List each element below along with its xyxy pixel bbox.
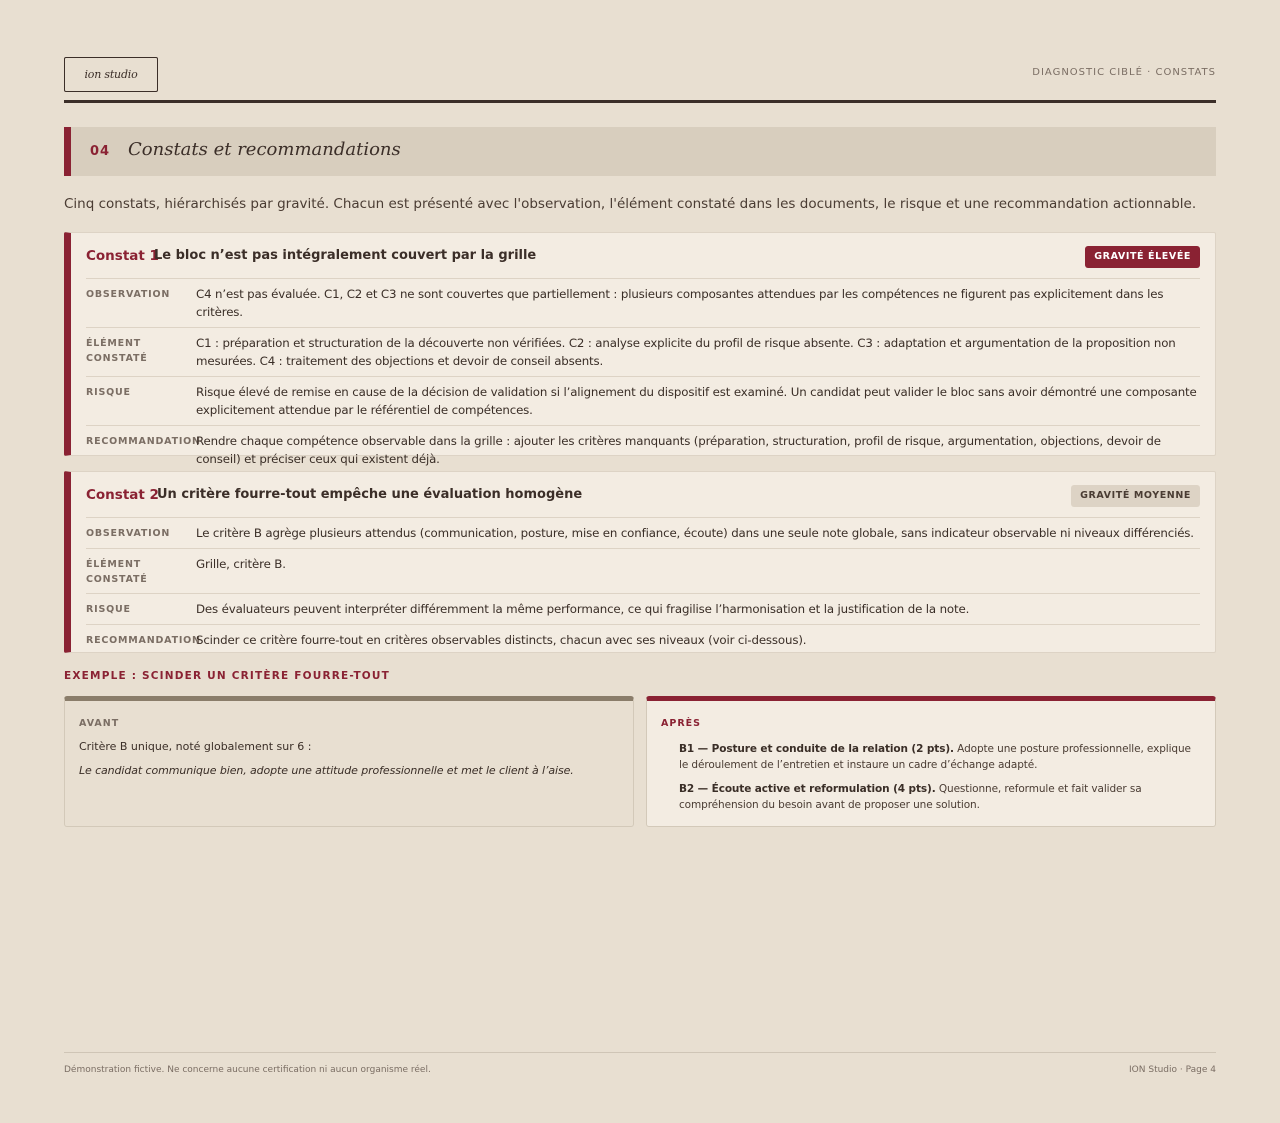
recommendation-text: Scinder ce critère fourre-tout en critères observables distincts, chacun avec ses niveaux (voir ci-dessous). bbox=[196, 633, 807, 647]
element-text: C1 : préparation et structuration de la découverte non vérifiées. C2 : analyse explicite du profil de risque absente. C3 : adaptation et argumentation de la proposition non mesurées. C4 : traitement des objections et devoir de conseil absents. bbox=[196, 336, 1176, 368]
element-row bbox=[86, 548, 1200, 593]
before-label: AVANT bbox=[79, 718, 120, 729]
observation-row bbox=[86, 517, 1200, 548]
section-number: 04 bbox=[90, 144, 111, 159]
constat-number: Constat 1 bbox=[86, 248, 159, 264]
after-item-title: B2 — Écoute active et reformulation (4 pts). bbox=[679, 783, 936, 795]
constat-number: Constat 2 bbox=[86, 487, 159, 503]
after-item-title: B1 — Posture et conduite de la relation (2 pts). bbox=[679, 743, 954, 755]
constat-card bbox=[64, 471, 1216, 653]
risk-text: Risque élevé de remise en cause de la décision de validation si l’alignement du dispositif est examiné. Un candidat peut valider le bloc sans avoir démontré une composante explicitement attendue par le référentiel de compétences. bbox=[196, 385, 1197, 417]
observation-text: C4 n’est pas évaluée. C1, C2 et C3 ne sont couvertes que partiellement : plusieurs composantes attendues par les compétences ne figurent pas explicitement dans les critères. bbox=[196, 287, 1164, 319]
after-item-text: Questionne, reformule et fait valider sa compréhension du besoin avant de proposer une solution. bbox=[679, 783, 1142, 811]
severity-badge: GRAVITÉ ÉLEVÉE bbox=[1085, 246, 1200, 268]
intro-text: Cinq constats, hiérarchisés par gravité. Chacun est présenté avec l'observation, l'élément constaté dans les documents, le risque et une recommandation actionnable. bbox=[64, 196, 1197, 212]
page bbox=[64, 0, 1216, 1123]
risk-row bbox=[86, 593, 1200, 624]
observation-text: Le critère B agrège plusieurs attendus (communication, posture, mise en confiance, écoute) dans une seule note globale, sans indicateur observable ni niveaux différenciés. bbox=[196, 526, 1194, 540]
logo: ion studio bbox=[64, 57, 158, 92]
row-label: RISQUE bbox=[86, 604, 131, 615]
risk-text: Des évaluateurs peuvent interpréter différemment la même performance, ce qui fragilise l’harmonisation et la justification de la note. bbox=[196, 602, 970, 616]
risk-row bbox=[86, 376, 1200, 425]
constat-title: Un critère fourre-tout empêche une évaluation homogène bbox=[157, 487, 583, 502]
header-section-label: DIAGNOSTIC CIBLÉ · CONSTATS bbox=[1032, 67, 1216, 78]
row-label: OBSERVATION bbox=[86, 528, 171, 539]
row-label: RECOMMANDATION bbox=[86, 635, 201, 646]
after-item bbox=[679, 781, 1199, 813]
page-footer bbox=[64, 1052, 1216, 1075]
page-header bbox=[64, 57, 1216, 103]
row-label: ÉLÉMENT CONSTATÉ bbox=[86, 559, 148, 585]
row-label: ÉLÉMENT CONSTATÉ bbox=[86, 338, 148, 364]
severity-badge: GRAVITÉ MOYENNE bbox=[1071, 485, 1200, 507]
recommendation-text: Rendre chaque compétence observable dans la grille : ajouter les critères manquants (préparation, structuration, profil de risque, argumentation, objections, devoir de conseil) et préciser ceux qui existent déjà. bbox=[196, 434, 1161, 466]
after-label: APRÈS bbox=[661, 718, 701, 729]
recommendation-row bbox=[86, 425, 1200, 474]
observation-row bbox=[86, 278, 1200, 327]
footer-page-number: ION Studio · Page 4 bbox=[1129, 1065, 1216, 1075]
constat-card bbox=[64, 232, 1216, 466]
element-row bbox=[86, 327, 1200, 376]
element-text: Grille, critère B. bbox=[196, 557, 286, 571]
after-item-text: Adopte une posture professionnelle, explique le déroulement de l’entretien et instaure un cadre d’échange adapté. bbox=[679, 743, 1191, 771]
before-box bbox=[64, 696, 634, 827]
recommendation-row bbox=[86, 624, 1200, 655]
section-header bbox=[64, 127, 1216, 176]
example-heading: EXEMPLE : SCINDER UN CRITÈRE FOURRE-TOUT bbox=[64, 670, 391, 682]
footer-disclaimer: Démonstration fictive. Ne concerne aucune certification ni aucun organisme réel. bbox=[64, 1065, 431, 1075]
after-box bbox=[646, 696, 1216, 827]
row-label: OBSERVATION bbox=[86, 289, 171, 300]
row-label: RECOMMANDATION bbox=[86, 436, 201, 447]
section-title: Constats et recommandations bbox=[128, 139, 401, 160]
before-quote: Le candidat communique bien, adopte une attitude professionnelle et met le client à l’aise. bbox=[79, 764, 574, 777]
row-label: RISQUE bbox=[86, 387, 131, 398]
after-item bbox=[679, 741, 1199, 773]
constat-title: Le bloc n’est pas intégralement couvert par la grille bbox=[154, 248, 537, 263]
before-main-text: Critère B unique, noté globalement sur 6 : bbox=[79, 740, 312, 753]
